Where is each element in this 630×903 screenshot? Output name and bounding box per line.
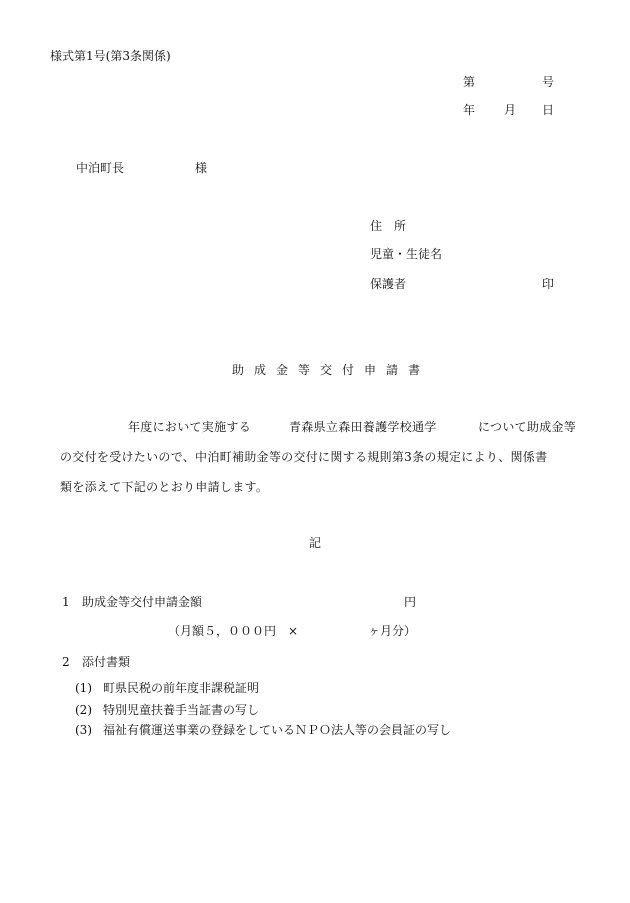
attachment-1-number: (1) <box>75 681 92 695</box>
addressee-name: 中泊町長 <box>76 161 125 175</box>
address-label: 住 所 <box>370 219 407 233</box>
item1-number: 1 <box>62 595 70 609</box>
item1-unit: 円 <box>404 595 417 609</box>
date-month: 月 <box>504 103 517 117</box>
attachment-3-text: 福祉有償運送事業の登録をしているＮＰＯ法人等の会員証の写し <box>103 723 452 737</box>
attachment-2-number: (2) <box>75 703 92 717</box>
date-day: 日 <box>542 103 555 117</box>
body-line1-school: 青森県立森田養護学校通学 <box>289 420 437 434</box>
guardian-label: 保護者 <box>370 277 407 291</box>
doc-number-prefix: 第 <box>463 75 476 89</box>
body-line1-part-b: について助成金等 <box>478 420 577 434</box>
doc-number-suffix: 号 <box>542 75 555 89</box>
seal-label: 印 <box>542 277 555 291</box>
document-title: 助成金等交付申請書 <box>232 363 431 377</box>
item2-label: 添付書類 <box>82 655 131 669</box>
calc-open: （月額５，０００円 × <box>168 624 299 638</box>
form-number: 様式第1号(第3条関係) <box>50 49 171 63</box>
body-line2: の交付を受けたいので、中泊町補助金等の交付に関する規則第3条の規定により、関係書 <box>60 450 548 464</box>
body-line3: 類を添えて下記のとおり申請します。 <box>60 480 269 494</box>
calc-close: ヶ月分） <box>368 624 417 638</box>
attachment-1-text: 町県民税の前年度非課税証明 <box>103 681 260 695</box>
body-line1-part-a: 年度において実施する <box>128 420 252 434</box>
item1-label: 助成金等交付申請金額 <box>82 595 203 609</box>
attachment-3-number: (3) <box>75 723 92 737</box>
item2-number: 2 <box>62 655 70 669</box>
addressee-honorific: 様 <box>195 161 208 175</box>
ki-heading: 記 <box>309 536 322 550</box>
student-name-label: 児童・生徒名 <box>370 247 443 261</box>
attachment-2-text: 特別児童扶養手当証書の写し <box>103 703 260 717</box>
date-year: 年 <box>463 103 476 117</box>
